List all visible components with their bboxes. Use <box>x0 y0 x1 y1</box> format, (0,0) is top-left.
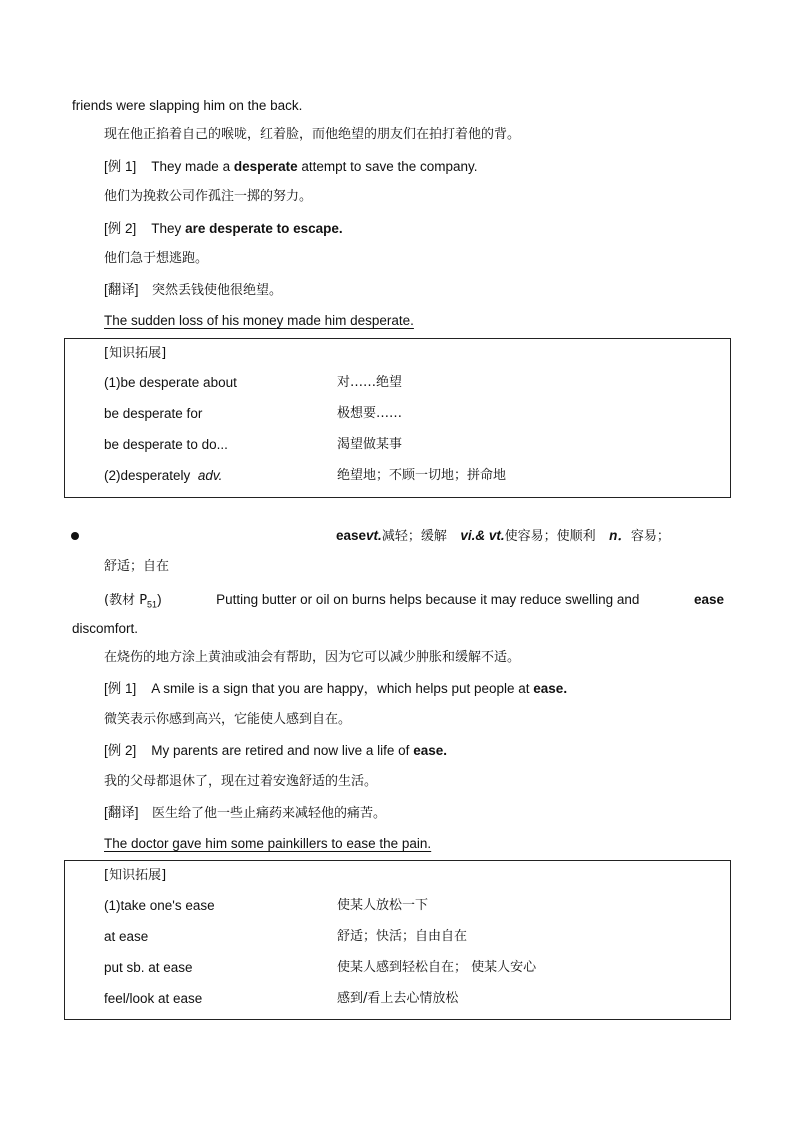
continuation-translation: 现在他正掐着自己的喉咙，红着脸，而他绝望的朋友们在拍打着他的背。 <box>104 127 521 142</box>
part-of-speech: adv. <box>197 468 223 483</box>
textbook-source-translation: 在烧伤的地方涂上黄油或油会有帮助，因为它可以减少肿胀和缓解不适。 <box>104 650 521 665</box>
translation-exercise: [翻译] 医生给了他一些止痛药来减轻他的痛苦。 <box>104 805 387 821</box>
example-1-translation: 他们为挽救公司作孤注一掷的努力。 <box>104 189 313 204</box>
phrase: (1)be desperate about <box>104 375 237 390</box>
phrase: at ease <box>104 929 149 944</box>
example-tag: [例 2] <box>104 221 137 236</box>
example-2-translation: 我的父母都退休了，现在过着安逸舒适的生活。 <box>104 774 378 789</box>
phrase: (1)take one's ease <box>104 898 215 913</box>
phrase: put sb. at ease <box>104 960 193 975</box>
phrase-meaning: 舒适；快活；自由自在 <box>337 929 468 944</box>
example-1: [例 1] They made a desperate attempt to save the company. <box>104 159 478 174</box>
keyword: desperate <box>233 159 298 174</box>
phrase-meaning: 渴望做某事 <box>337 437 403 452</box>
keyword: ease. <box>533 681 568 696</box>
example-tag: [例 1] <box>104 681 137 696</box>
keyword: ease <box>693 592 724 607</box>
textbook-source-cont: discomfort. <box>72 621 139 636</box>
translation-exercise: [翻译] 突然丢钱使他很绝望。 <box>104 282 283 298</box>
phrase-meaning: 使某人放松一下 <box>337 898 429 913</box>
example-tag: [例 2] <box>104 743 137 758</box>
bullet-icon <box>71 532 79 540</box>
phrase-meaning: 绝望地；不顾一切地；拼命地 <box>337 468 507 483</box>
entry-heading: easevt.减轻；缓解 vi.& vt.使容易；使顺利 n．容易； <box>336 528 670 544</box>
phrase: feel/look at ease <box>104 991 203 1006</box>
phrase: be desperate for <box>104 406 203 421</box>
phrase-meaning: 感到/看上去心情放松 <box>337 991 459 1006</box>
part-of-speech: vt. <box>366 528 382 543</box>
translation-answer: The sudden loss of his money made him desperate. <box>104 313 414 328</box>
entry-heading-cont: 舒适；自在 <box>104 559 170 574</box>
example-1: [例 1] A smile is a sign that you are happy，which helps put people at ease. <box>104 681 568 696</box>
textbook-source: (教材 $P_{51}$) Putting butter or oil on burns helps because it may reduce swelling and ease <box>104 591 724 614</box>
knowledge-extension-box <box>64 860 731 1020</box>
phrase-meaning: 对……绝望 <box>337 375 403 390</box>
part-of-speech: n． <box>609 528 631 543</box>
phrase-meaning: 极想要…… <box>337 406 403 421</box>
keyword: ease. <box>413 743 447 758</box>
phrase: be desperate to do... <box>104 437 228 452</box>
translation-tag: [翻译] <box>104 282 139 297</box>
part-of-speech: vi.& vt. <box>460 528 505 543</box>
example-1-translation: 微笑表示你感到高兴，它能使人感到自在。 <box>104 712 352 727</box>
phrase-meaning: 使某人感到轻松自在； 使某人安心 <box>337 960 537 975</box>
example-2-translation: 他们急于想逃跑。 <box>104 251 209 266</box>
knowledge-extension-box <box>64 338 731 498</box>
translation-answer: The doctor gave him some painkillers to ease the pain. <box>104 836 432 851</box>
continuation-text: friends were slapping him on the back. <box>72 98 303 113</box>
example-2: [例 2] They are desperate to escape. <box>104 221 343 236</box>
box-heading: [知识拓展] <box>104 346 167 361</box>
example-tag: [例 1] <box>104 159 137 174</box>
head-word: ease <box>336 528 367 543</box>
phrase: (2)desperately adv. <box>104 468 223 483</box>
example-2: [例 2] My parents are retired and now live a life of ease. <box>104 743 447 758</box>
keyword: are desperate to escape. <box>185 221 343 236</box>
box-heading: [知识拓展] <box>104 868 167 883</box>
translation-tag: [翻译] <box>104 805 139 820</box>
